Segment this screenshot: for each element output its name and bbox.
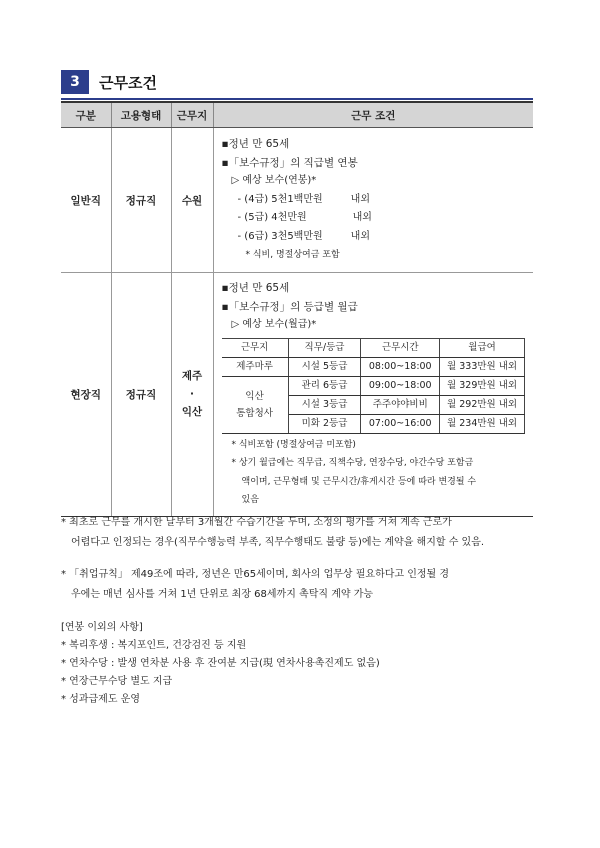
row1-location: 수원 xyxy=(171,128,213,273)
section-header xyxy=(61,70,533,96)
section-rule xyxy=(61,98,533,100)
header-type: 고용형태 xyxy=(111,102,171,128)
inner-header-row: 근무지 직무/등급 근무시간 월급여 xyxy=(222,338,525,357)
row1-category: 일반직 xyxy=(61,128,111,273)
row2-footnote-1: * 식비포함 (명절상여금 미포함) xyxy=(231,439,356,450)
extra-benefits xyxy=(61,619,541,709)
monthly-pay-table xyxy=(222,338,526,434)
row2-type: 정규직 xyxy=(111,273,171,517)
notes xyxy=(61,513,541,617)
table-row-general xyxy=(61,128,533,273)
pay-rule-line: ▪「보수규정」의 직급별 연봉 xyxy=(221,156,358,169)
conditions-table xyxy=(61,101,533,517)
row2-footnote-2-cont: 액이며, 근무형태 및 근무시간/휴게시간 등에 따라 변경될 수 xyxy=(241,476,477,487)
table-row: 익산 통합청사 관리 6등급 09:00~18:00 월 329만원 내외 xyxy=(222,376,525,395)
section-title: 근무조건 xyxy=(99,74,157,92)
table-row: 제주마루 시설 5등급 08:00~18:00 월 333만원 내외 xyxy=(222,357,525,376)
header-category: 구분 xyxy=(61,102,111,128)
retirement-line: ▪정년 만 65세 xyxy=(221,138,290,151)
retirement-line-2: ▪정년 만 65세 xyxy=(221,282,290,294)
retirement-note: * 「취업규칙」 제49조에 따라, 정년은 만65세이며, 회사의 업무상 필요하다고 인정될 경 우에는 매년 심사를 거쳐 1년 단위로 최장 68세까지 촉탁직 계약 가능 xyxy=(61,569,450,600)
grade6-line: - (6급) 3천5백만원 내외 xyxy=(237,230,370,242)
iksan-cell: 익산 통합청사 xyxy=(222,376,289,433)
row2-conditions xyxy=(213,273,533,517)
header-conditions: 근무 조건 xyxy=(213,102,533,128)
extra-title: [연봉 이외의 사항] xyxy=(61,622,143,633)
section-number: 3 xyxy=(61,70,89,94)
row1-conditions xyxy=(213,128,533,273)
table-header-row xyxy=(61,102,533,128)
row2-footnote-2-end: 있음 xyxy=(241,495,259,505)
row2-footnote-2: * 상기 월급에는 직무급, 직책수당, 연장수당, 야간수당 포함금 xyxy=(231,458,474,468)
list-item: * 복리후생 : 복지포인트, 건강검진 등 지원 xyxy=(61,640,247,651)
pay-rule-line-2: ▪「보수규정」의 등급별 월급 xyxy=(221,300,358,313)
row1-type: 정규직 xyxy=(111,128,171,273)
list-item: * 연차수당 : 발생 연차분 사용 후 잔여분 지급(現 연차사용촉진제도 없음) xyxy=(61,658,380,669)
row2-location: 제주 · 익산 xyxy=(171,273,213,517)
grade5-line: - (5급) 4천만원 내외 xyxy=(237,212,372,224)
table-row: 미화 2등급 07:00~16:00 월 234만원 내외 xyxy=(222,414,525,433)
expected-pay-line-2: ▷ 예상 보수(월급)* xyxy=(231,319,317,330)
list-item: * 연장근무수당 별도 지급 xyxy=(61,676,173,687)
list-item: * 성과급제도 운영 xyxy=(61,694,140,705)
header-location: 근무지 xyxy=(171,102,213,128)
table-row-field xyxy=(61,273,533,517)
probation-note: * 최초로 근무를 개시한 날부터 3개월간 수습기간을 두며, 소정의 평가를 거쳐 계속 근로가 어렵다고 인정되는 경우(직무수행능력 부족, 직무수행태도 불량 등)에는 계약을 해지할 수 있음. xyxy=(61,517,485,548)
grade4-line: - (4급) 5천1백만원 내외 xyxy=(237,193,370,205)
expected-pay-line: ▷ 예상 보수(연봉)* xyxy=(231,175,317,187)
row2-category: 현장직 xyxy=(61,273,111,517)
row1-footnote: * 식비, 명절상여금 포함 xyxy=(245,250,340,261)
table-row: 시설 3등급 주주야야비비 월 292만원 내외 xyxy=(222,395,525,414)
